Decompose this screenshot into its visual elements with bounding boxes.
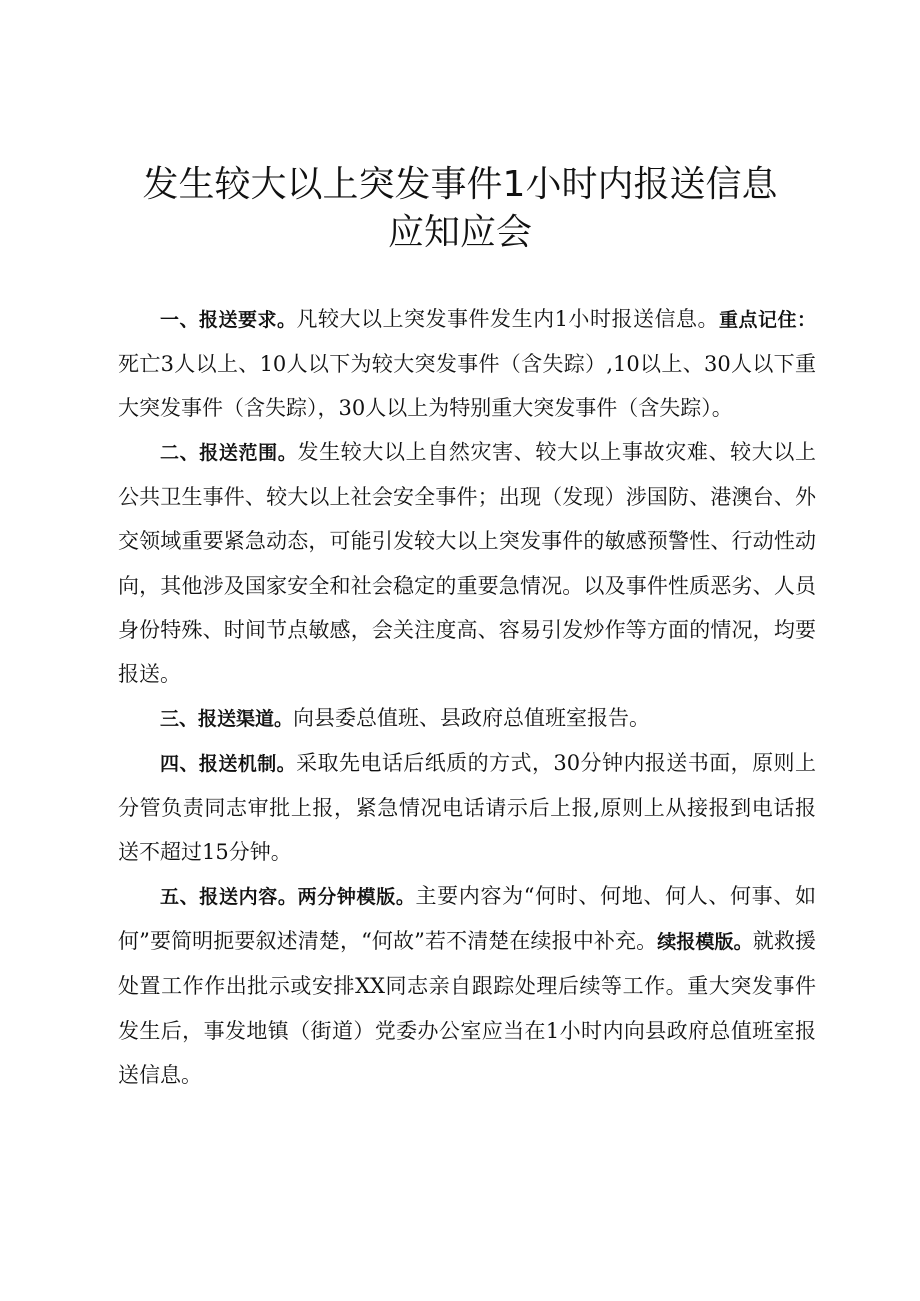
paragraph-text: 凡较大以上突发事件发生内1小时报送信息。 [296, 307, 719, 331]
paragraph-reporting-scope [118, 430, 816, 696]
paragraph-text: 采取先电话后纸质的方式，30分钟内报送书面，原则上分管负责同志审批上报，紧急情况电话请示后上报,原则上从接报到电话报送不超过15分钟。 [118, 750, 816, 865]
section-heading: 三、报送渠道。 [160, 707, 294, 730]
section-heading: 一、报送要求。 [160, 309, 297, 331]
paragraph-reporting-mechanism [118, 741, 816, 874]
section-heading: 四、报送机制。 [160, 752, 297, 775]
emphasis-text: 两分钟模版。 [297, 886, 416, 909]
paragraph-reporting-content [118, 874, 816, 1096]
document-body [118, 297, 816, 1097]
emphasis-text: 续报模版。 [657, 931, 753, 954]
paragraph-text: 主要内容为“何时、何地、何人、何事、如何”要简明扼要叙述清楚，“何故”若不清楚在续报中补充。 [118, 884, 816, 954]
paragraph-text: 向县委总值班、县政府总值班室报告。 [293, 705, 651, 730]
paragraph-text: 死亡3人以上、10人以下为较大突发事件（含失踪）,10以上、30人以下重大突发事件（含失踪），30人以上为特别重大突发事件（含失踪）。 [118, 352, 816, 421]
paragraph-text: 发生较大以上自然灾害、较大以上事故灾难、较大以上公共卫生事件、较大以上社会安全事件；出现（发现）涉国防、港澳台、外交领域重要紧急动态，可能引发较大以上突发事件的敏感预警性、行动性动向，其他涉及国家安全和社会稳定的重要急情况。以及事件性质恶劣、人员身份特殊、时间节点敏感，会关注度高、容易引发炒作等方面的情况，均要报送。 [118, 440, 816, 686]
document-title-line-2: 应知应会 [387, 212, 532, 253]
section-heading: 五、报送内容。 [160, 886, 298, 909]
paragraph-reporting-channels [118, 696, 816, 741]
paragraph-reporting-requirements [118, 297, 816, 430]
paragraph-text: 就救援处置工作作出批示或安排XX同志亲自跟踪处理后续等工作。重大突发事件发生后，事发地镇（街道）党委办公室应当在1小时内向县政府总值班室报送信息。 [118, 929, 816, 1087]
emphasis-text: 重点记住： [718, 309, 816, 331]
document-title-line-1: 发生较大以上突发事件1小时内报送信息 [142, 164, 778, 205]
section-heading: 二、报送范围。 [160, 442, 298, 465]
